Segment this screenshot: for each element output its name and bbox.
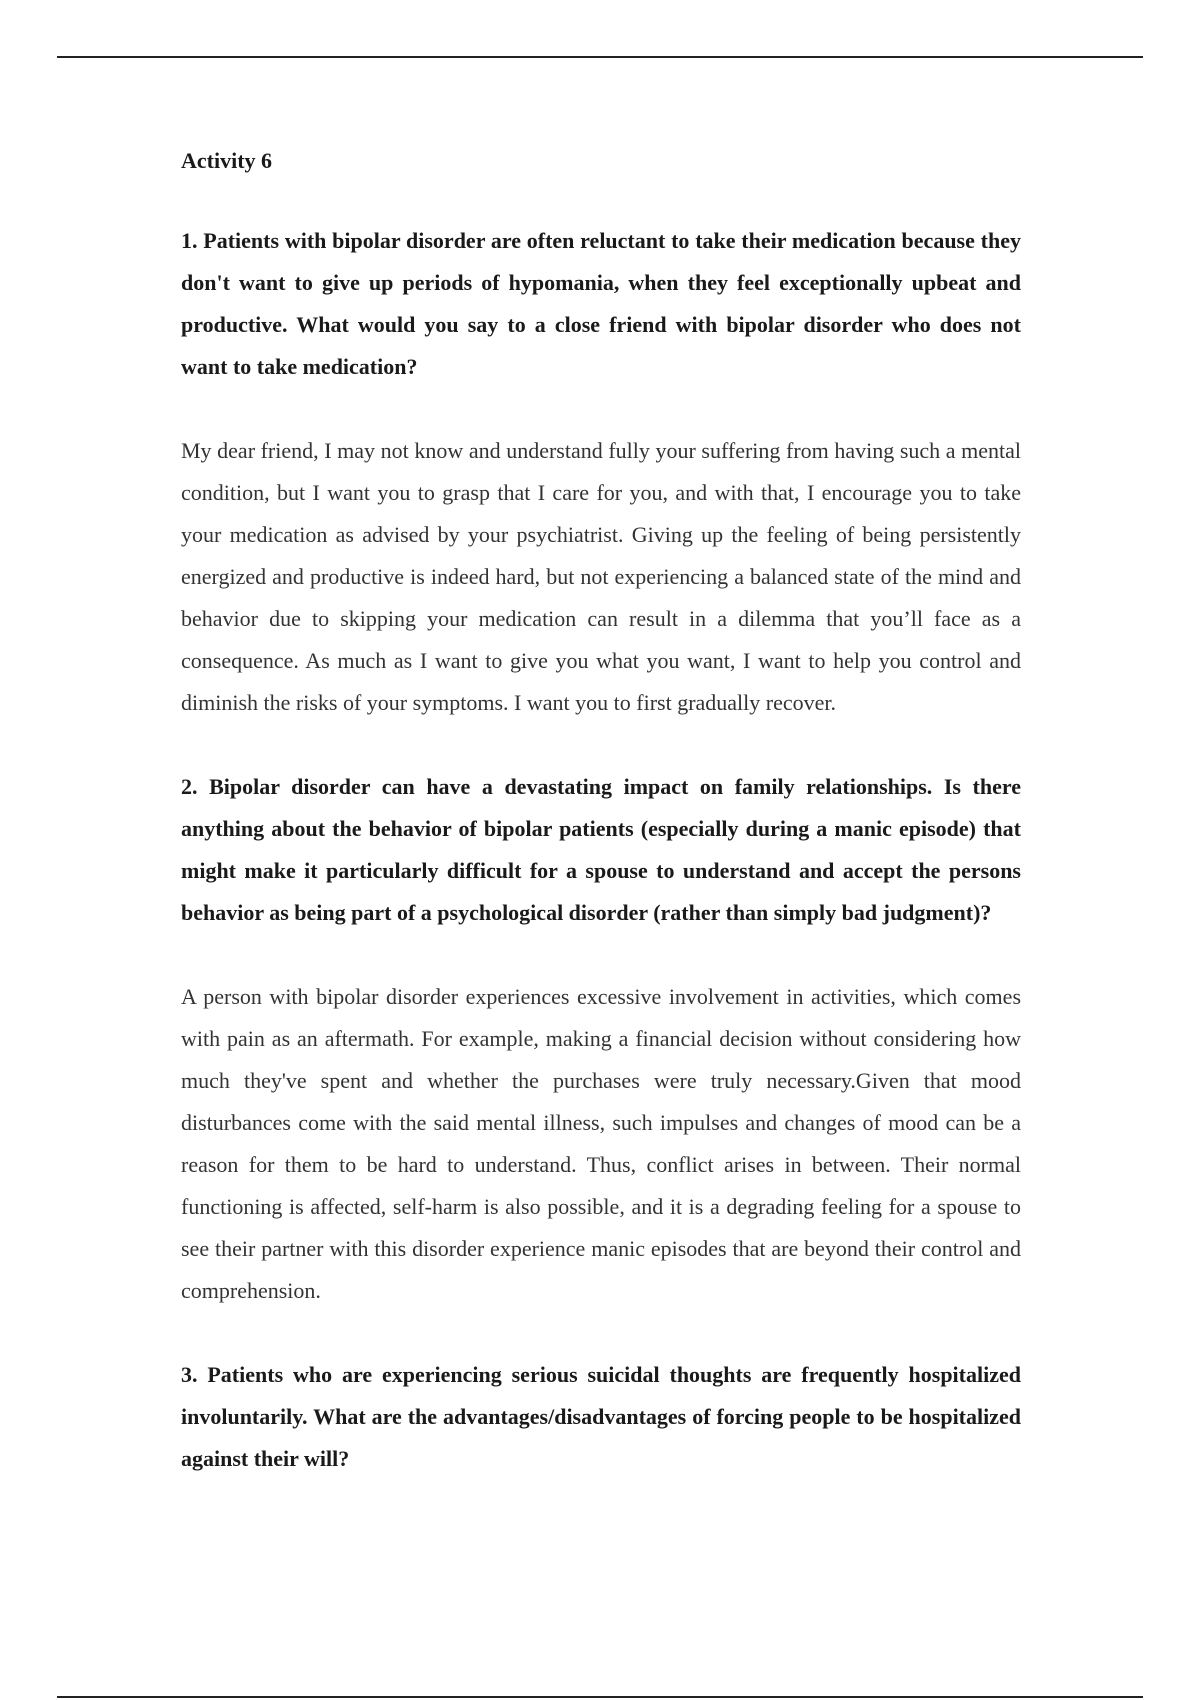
- spacer: [181, 388, 1021, 430]
- answer-2: A person with bipolar disorder experiences excessive involvement in activities, which comes with pain as an aftermath. For example, making a financial decision without considering how much they've spent and whether the purchases were truly necessary.Given that mood disturbances come with the said mental illness, such impulses and changes of mood can be a reason for them to be hard to understand. Thus, conflict arises in between. Their normal functioning is affected, self-harm is also possible, and it is a degrading feeling for a spouse to see their partner with this disorder experience manic episodes that are beyond their control and comprehension.: [181, 984, 1021, 1303]
- spacer: [181, 934, 1021, 976]
- question-1: 1. Patients with bipolar disorder are often reluctant to take their medication because they don't want to give up periods of hypomania, when they feel exceptionally upbeat and productive. What would you say to a close friend with bipolar disorder who does not want to take medication?: [181, 228, 1021, 379]
- spacer: [181, 724, 1021, 766]
- answer-1: My dear friend, I may not know and understand fully your suffering from having such a mental condition, but I want you to grasp that I care for you, and with that, I encourage you to take your medication as advised by your psychiatrist. Giving up the feeling of being persistently energized and productive is indeed hard, but not experiencing a balanced state of the mind and behavior due to skipping your medication can result in a dilemma that you’ll face as a consequence. As much as I want to give you what you want, I want to help you control and diminish the risks of your symptoms. I want you to first gradually recover.: [181, 438, 1021, 715]
- document-body: [181, 140, 1021, 1480]
- question-3: 3. Patients who are experiencing serious suicidal thoughts are frequently hospitalized involuntarily. What are the advantages/disadvantages of forcing people to be hospitalized against their will?: [181, 1362, 1021, 1471]
- document-title: Activity 6: [181, 148, 273, 173]
- question-2: 2. Bipolar disorder can have a devastating impact on family relationships. Is there anything about the behavior of bipolar patients (especially during a manic episode) that might make it particularly difficult for a spouse to understand and accept the persons behavior as being part of a psychological disorder (rather than simply bad judgment)?: [181, 774, 1021, 925]
- header-rule: [57, 56, 1143, 58]
- spacer: [181, 1312, 1021, 1354]
- footer-rule: [57, 1696, 1143, 1698]
